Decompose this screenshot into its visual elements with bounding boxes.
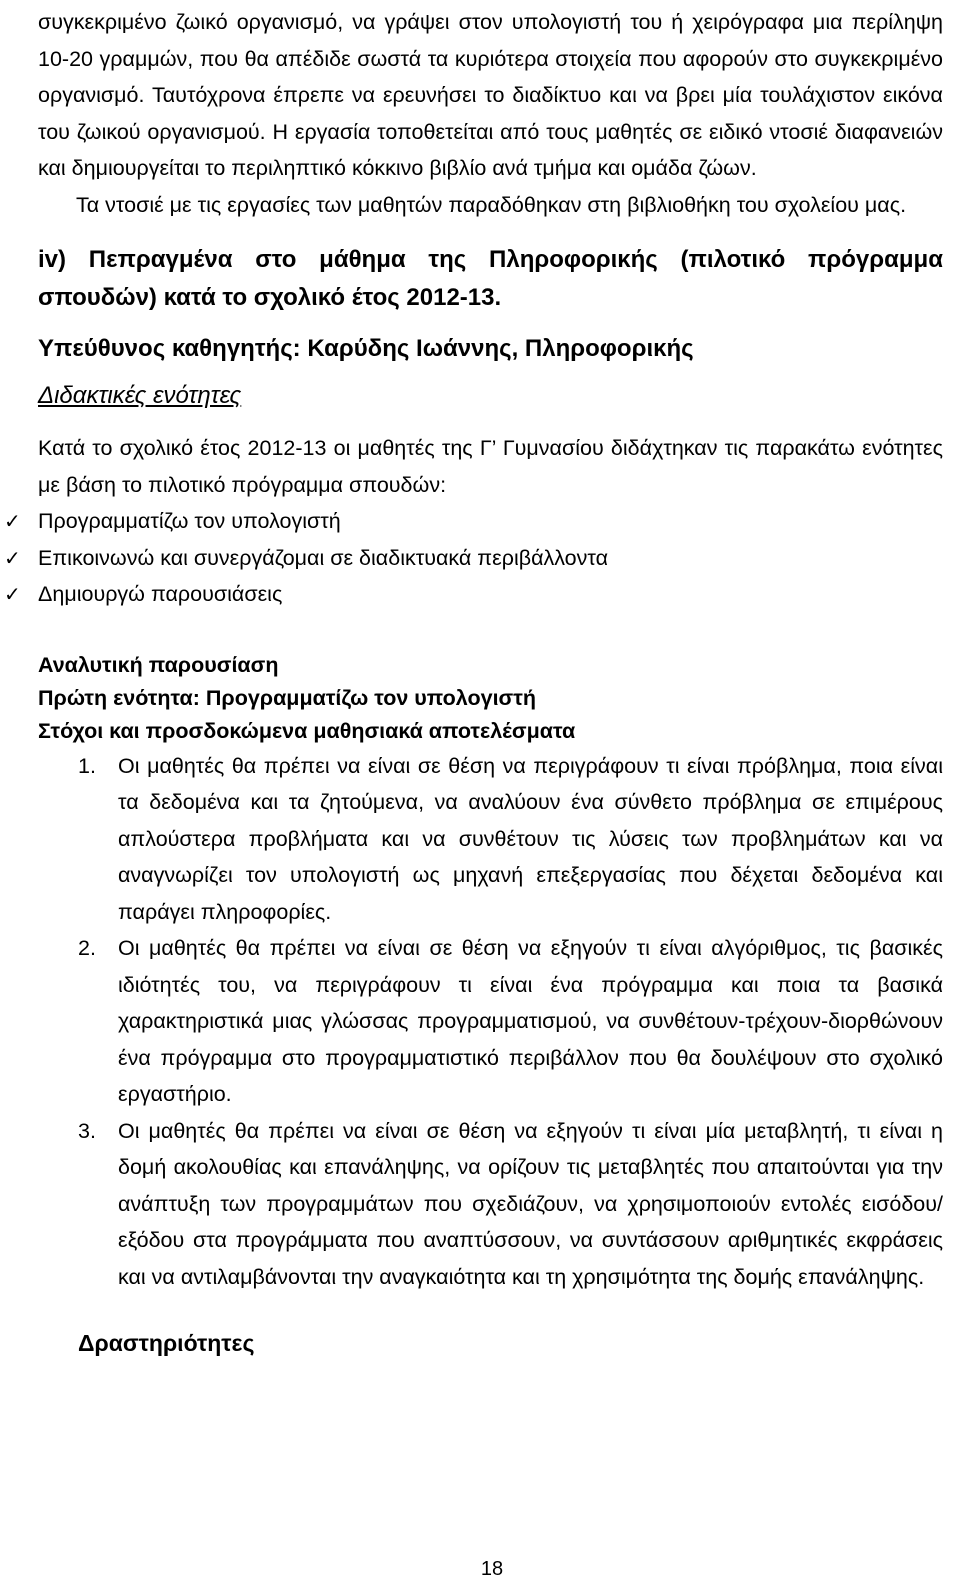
goal-text: Οι μαθητές θα πρέπει να είναι σε θέση να εξηγούν τι είναι αλγόριθμος, τις βασικές ιδιότητές του, να περιγράφουν τι είναι ένα πρόγραμμα και ποια τα βασικά χαρακτηριστικά μιας γλώσσας προγραμματισμού, να συνθέτουν-τρέχουν-διορθώνουν ένα πρόγραμμα στο προγραμματιστικό περιβάλλον που θα δουλέψουν στο σχολικό εργαστήριο. [118,936,943,1106]
goals-list [38,748,943,1296]
list-item [4,540,943,577]
responsible-teacher: Υπεύθυνος καθηγητής: Καρύδης Ιωάννης, Πληροφορικής [38,335,694,362]
goal-text: Οι μαθητές θα πρέπει να είναι σε θέση να εξηγούν τι είναι μία μεταβλητή, τι είναι η δομή ακολουθίας και επανάληψης, να ορίζουν τις μεταβλητές που απαιτούνται για την ανάπτυξη των προγραμμάτων που σχεδιάζουν, να χρησιμοποιούν εντολές εισόδου/εξόδου στα προγράμματα που αναπτύσσουν, να συντάσσουν αριθμητικές εκφράσεις και να αντιλαμβάνονται την αναγκαιότητα και τη χρησιμότητα της δομής επανάληψης. [118,1118,943,1289]
item-number: 3. [78,1118,96,1143]
units-checklist [4,503,943,613]
check-icon: ✓ [4,582,21,606]
intro-paragraph: συγκεκριμένο ζωικό οργανισμό, να γράψει στον υπολογιστή του ή χειρόγραφα μια περίληψη 10-20 γραμμών, που θα απέδιδε σωστά τα κυριότερα στοιχεία που αφορούν στο συγκεκριμένο οργανισμό. Ταυτόχρονα έπρεπε να ερευνήσει το διαδίκτυο και να βρει μία τουλάχιστον εικόνα του ζωικού οργανισμού. Η εργασία τοποθετείται από τους μαθητές σε ειδικό ντοσιέ διαφανειών και δημιουργείται το περιληπτικό κόκκινο βιβλίο ανά τμήμα και ομάδα ζώων. [38,10,943,180]
check-icon: ✓ [4,509,21,533]
analytic-heading: Αναλυτική παρουσίαση [38,652,279,677]
unit-label: Δημιουργώ παρουσιάσεις [38,582,283,606]
first-unit-heading: Πρώτη ενότητα: Προγραμματίζω τον υπολογιστή [38,685,536,710]
folders-paragraph: Τα ντοσιέ με τις εργασίες των μαθητών παραδόθηκαν στη βιβλιοθήκη του σχολείου μας. [76,192,907,217]
item-number: 1. [78,753,96,778]
list-item [4,576,943,613]
unit-label: Προγραμματίζω τον υπολογιστή [38,509,341,533]
goal-text: Οι μαθητές θα πρέπει να είναι σε θέση να περιγράφουν τι είναι πρόβλημα, ποια είναι τα δεδομένα και τα ζητούμενα, να αναλύουν ένα σύνθετο πρόβλημα σε επιμέρους απλούστερα προβλήματα και να συνθέτουν τις λύσεις των προβλημάτων και να αναγνωρίζει τον υπολογιστή ως μηχανή επεξεργασίας που δέχεται δεδομένα και παράγει πληροφορίες. [118,753,943,924]
check-icon: ✓ [4,545,21,570]
page-number: 18 [480,1558,504,1580]
page-content [4,4,943,1361]
section-title: iv) Πεπραγμένα στο μάθημα της Πληροφορικής (πιλοτικό πρόγραμμα σπουδών) κατά το σχολικό έτος 2012-13. [38,246,943,311]
list-item [38,748,943,931]
unit-label: Επικοινωνώ και συνεργάζομαι σε διαδικτυακά περιβάλλοντα [38,545,609,570]
list-item [38,1113,943,1296]
didactic-intro: Κατά το σχολικό έτος 2012-13 οι μαθητές της Γ’ Γυμνασίου διδάχτηκαν τις παρακάτω ενότητες με βάση το πιλοτικό πρόγραμμα σπουδών: [38,436,943,497]
list-item [38,930,943,1113]
didactic-units-heading: Διδακτικές ενότητες [38,382,242,409]
item-number: 2. [78,936,96,960]
activities-heading: Δραστηριότητες [78,1330,255,1356]
list-item [4,503,943,540]
goals-heading: Στόχοι και προσδοκώμενα μαθησιακά αποτελέσματα [38,718,576,743]
